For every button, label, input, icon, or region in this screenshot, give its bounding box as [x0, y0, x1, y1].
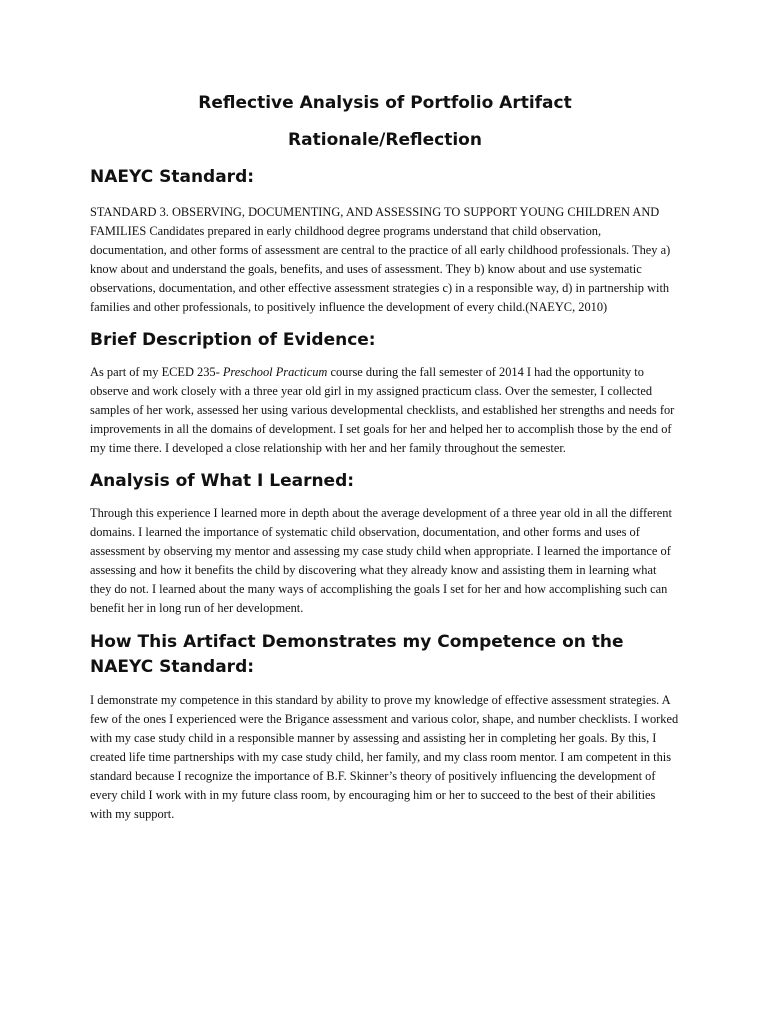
document-page	[90, 92, 680, 824]
document-subtitle: Rationale/Reflection	[288, 130, 482, 150]
section-heading-competence: How This Artifact Demonstrates my Competence on the NAEYC Standard:	[90, 632, 624, 677]
section-body-naeyc-standard: STANDARD 3. OBSERVING, DOCUMENTING, AND ASSESSING TO SUPPORT YOUNG CHILDREN AND FAMILIES Candidates prepared in early childhood degree programs understand that child observation, documentation, and other forms of assessment are central to the practice of all early childhood professionals. They a) know about and understand the goals, benefits, and uses of assessment. They b) know about and use systematic observations, documentation, and other effective assessment strategies c) in a responsible way, d) in partnership with families and other professionals, to positively influence the development of every child.(NAEYC, 2010)	[90, 205, 671, 314]
section-body-brief-description	[90, 363, 680, 458]
body-text-start: As part of my ECED 235-	[90, 365, 223, 379]
document-title: Reflective Analysis of Portfolio Artifact	[198, 93, 572, 113]
section-body-competence: I demonstrate my competence in this standard by ability to prove my knowledge of effective assessment strategies. A few of the ones I experienced were the Brigance assessment and various color, shape, and number checklists. I worked with my case study child in a responsible manner by assessing and assisting her in completing her goals. By this, I created life time partnerships with my case study child, her family, and my class room mentor. I am competent in this standard because I recognize the importance of B.F. Skinner’s theory of positively influencing the development of every child I work with in my future class room, by encouraging him or her to succeed to the best of their abilities with my support.	[90, 693, 679, 821]
section-heading-brief-description: Brief Description of Evidence:	[90, 330, 376, 350]
course-name-italic: Preschool Practicum	[222, 365, 328, 379]
body-text-rest: course during the fall semester of 2014 I had the opportunity to observe and work closely with a three year old girl in my assigned practicum class. Over the semester, I collected samples of her work, assessed her using various developmental checklists, and established her strengths and needs for improvements in all the domains of development. I set goals for her and helped her to accomplish those by the end of my time there. I developed a close relationship with her and her family throughout the semester.	[90, 365, 675, 455]
section-heading-analysis: Analysis of What I Learned:	[90, 471, 355, 491]
section-heading-naeyc-standard: NAEYC Standard:	[90, 167, 255, 187]
section-body-analysis: Through this experience I learned more in depth about the average development of a three year old in all the different domains. I learned the importance of systematic child observation, documentation, and other forms and uses of assessment by observing my mentor and assessing my case study child when appropriate. I learned the importance of assessing and how it benefits the child by discovering what they already know and assisting them in learning what they do not. I learned about the many ways of accomplishing the goals I set for her and how accomplishing such can benefit her in long run of her development.	[90, 506, 672, 615]
